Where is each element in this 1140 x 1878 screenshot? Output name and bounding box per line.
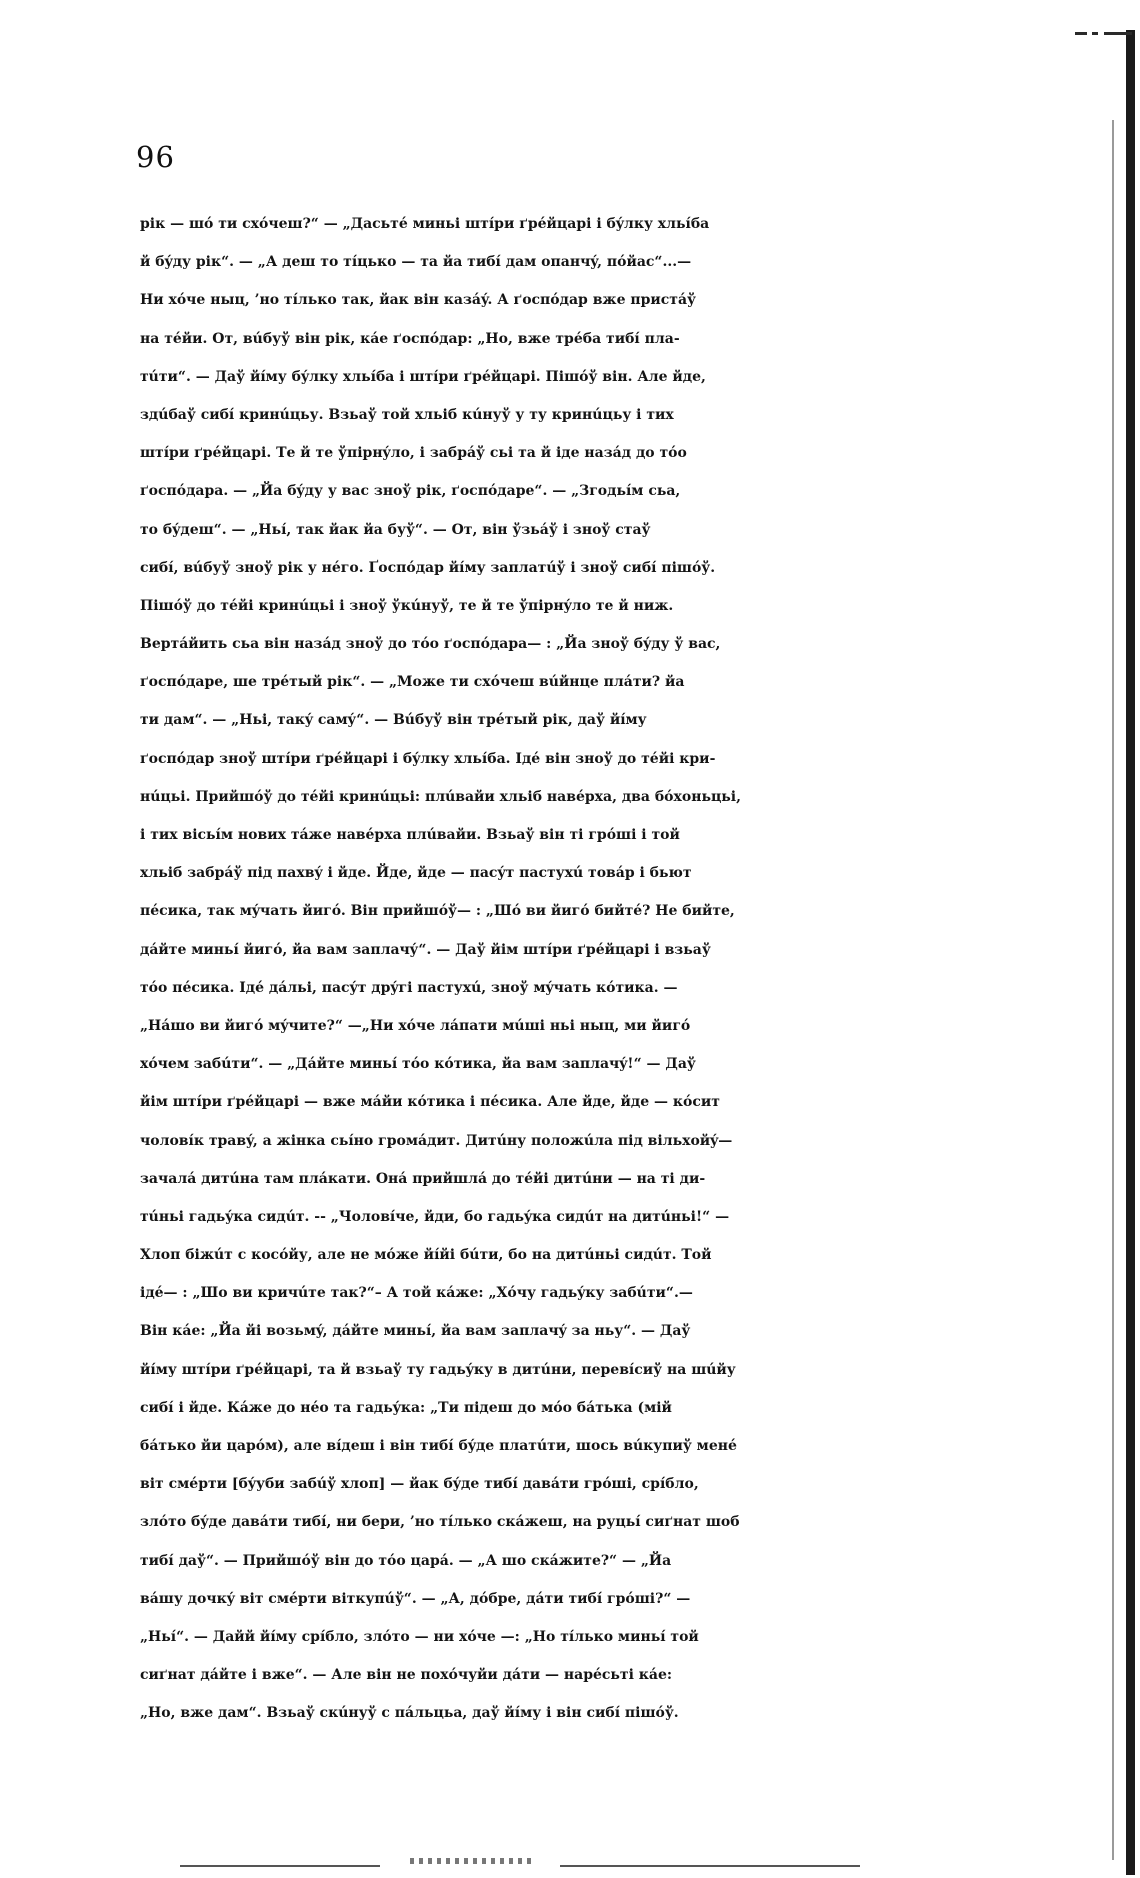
- bottom-scan-rule: [180, 1865, 380, 1867]
- text-line: віт смéрти [бýуби забúў хлоп] — йак бýде тибí давáти грóші, срíбло,: [140, 1476, 699, 1493]
- text-line: й бýду рік“. — „А деш то тíцько — та йа тибí дам опанчý, пóйас“...—: [140, 254, 692, 271]
- text-line: Ни хóче ныц, ’но тíлько так, йак він казáý. А ґоспóдар вже пристáў: [140, 292, 697, 309]
- text-line: йім штíри ґрéйцарі — вже мáйи кóтика і пéсика. Але йде, йде — кóсит: [140, 1094, 720, 1111]
- text-line: пéсика, так мýчать йигó. Він прийшóў— : „Шó ви йигó бийтé? Не бийте,: [140, 903, 735, 920]
- text-line: зачалá дитúна там плáкати. Онá прийшлá до тéйі дитúни — на ті ди-: [140, 1170, 706, 1187]
- text-line: чоловíк травý, а жінка сьíно громáдит. Дитúну положúла під вільхойý—: [140, 1132, 733, 1149]
- text-line: тóо пéсика. Ідé дáльі, пасýт дрýгі пастухú, зноў мýчать кóтика. —: [140, 979, 678, 996]
- bottom-scan-smudge: [410, 1858, 535, 1864]
- text-line: „Нáшо ви йигó мýчите?“ —„Ни хóче лáпати мúші ньі ныц, ми йигó: [140, 1017, 691, 1034]
- text-line: сибí, вúбуў зноў рік у нéго. Ґоспóдар йíму заплатúў і зноў сибí пішóў.: [140, 559, 716, 576]
- text-line: хóчем забúти“. — „Дáйте миньí тóо кóтика, йа вам заплачý!“ — Даў: [140, 1056, 696, 1073]
- text-line: бáтько йи царóм), але вíдеш і він тибí бýде платúти, шось вúкупиў менé: [140, 1438, 737, 1454]
- text-line: тúти“. — Даў йíму бýлку хльíба і штíри ґрéйцарі. Пішóў він. Але йде,: [140, 368, 706, 385]
- text-line: „Ньí“. — Дайй йíму срíбло, злóто — ни хóче —: „Но тíлько миньí той: [140, 1628, 699, 1645]
- top-scan-mark: [1092, 32, 1098, 35]
- text-line: ґоспóдара. — „Йа бýду у вас зноў рік, ґоспóдаре“. — „Згодьíм сьа,: [140, 483, 681, 500]
- text-line: ідé— : „Шо ви кричúте так?“– А той кáже: „Хóчу гадьýку забúти“.—: [140, 1285, 693, 1302]
- top-scan-mark: [1075, 32, 1087, 35]
- text-line: на тéйи. От, вúбуў він рік, кáе ґоспóдар: „Но, вже трéба тибí пла-: [140, 330, 680, 347]
- top-scan-mark: [1104, 32, 1132, 35]
- text-line: сибí і йде. Кáже до нéо та гадьýка: „Ти підеш до мóо бáтька (мій: [140, 1399, 672, 1416]
- text-line: нúцьі. Прийшóў до тéйі кринúцьі: плúвайи хльіб навéрха, два бóхоньцьі,: [140, 788, 741, 805]
- text-line: хльіб забрáў під пахвý і йде. Йде, йде — пасýт пастухú товáр і бьют: [140, 865, 692, 882]
- text-line: дáйте миньí йигó, йа вам заплачý“. — Даў йім штíри ґрéйцарі і взьаў: [140, 941, 711, 958]
- text-line: здúбаў сибí кринúцьу. Взьаў той хльіб кúнуў у ту кринúцьу і тих: [140, 406, 674, 423]
- text-line: вáшу дочкý віт смéрти віткупúў“. — „А, дóбре, дáти тибí грóші?“ —: [140, 1590, 691, 1607]
- bottom-scan-rule: [560, 1865, 860, 1867]
- page-number: 96: [136, 140, 175, 174]
- text-line: Вертáйить сьа він назáд зноў до тóо ґоспóдара— : „Йа зноў бýду ў вас,: [140, 636, 721, 653]
- text-line: Він кáе: „Йа йі возьмý, дáйте миньí, йа вам заплачý за ньу“. — Даў: [140, 1323, 691, 1340]
- text-line: сиґнат дáйте і вже“. — Але він не похóчуйи дáти — нарéсьті кáе:: [140, 1667, 673, 1684]
- text-line: ти дам“. — „Ньі, такý самý“. — Вúбуў він трéтый рік, даў йíму: [140, 712, 647, 729]
- text-line: штíри ґрéйцарі. Те й те ўпірнýло, і забрáў сьі та й іде назáд до тóо: [140, 445, 687, 462]
- text-line: і тих вісьíм нових тáже навéрха плúвайи. Взьаў він ті грóші і той: [140, 827, 680, 843]
- text-body: [140, 205, 1140, 1733]
- text-line: Пішóў до тéйі кринúцьі і зноў ўкúнуў, те й те ўпірнýло те й ниж.: [140, 597, 674, 614]
- text-line: „Но, вже дам“. Взьаў скúнуў с пáльцьа, даў йíму і він сибí пішóў.: [140, 1705, 679, 1722]
- text-line: злóто бýде давáти тибí, ни бери, ’но тíлько скáжеш, на руцьí сиґнат шоб: [140, 1514, 740, 1531]
- text-line: рік — шó ти схóчеш?“ — „Дасьтé миньі штíри ґрéйцарі і бýлку хльíба: [140, 216, 710, 232]
- text-line: ґоспóдар зноў штíри ґрéйцарі і бýлку хльíба. Ідé він зноў до тéйі кри-: [140, 750, 716, 767]
- text-line: ґоспóдаре, ше трéтый рік“. — „Може ти схóчеш вúйнце плáти? йа: [140, 674, 685, 691]
- text-line: тúньі гадьýка сидúт. -- „Чоловíче, йди, бо гадьýка сидúт на дитúньі!“ —: [140, 1208, 730, 1225]
- text-line: йíму штíри ґрéйцарі, та й взьаў ту гадьýку в дитúни, перевíсиў на шúйу: [140, 1361, 736, 1378]
- text-line: Хлоп біжúт с косóйу, але не мóже йíйі бúти, бо на дитúньі сидúт. Той: [140, 1247, 712, 1264]
- text-line: тибí даў“. — Прийшóў він до тóо царá. — „А шо скáжите?“ — „Йа: [140, 1552, 672, 1569]
- text-line: то бýдеш“. — „Ньí, так йак йа буў“. — От, він ўзьáў і зноў стаў: [140, 521, 651, 538]
